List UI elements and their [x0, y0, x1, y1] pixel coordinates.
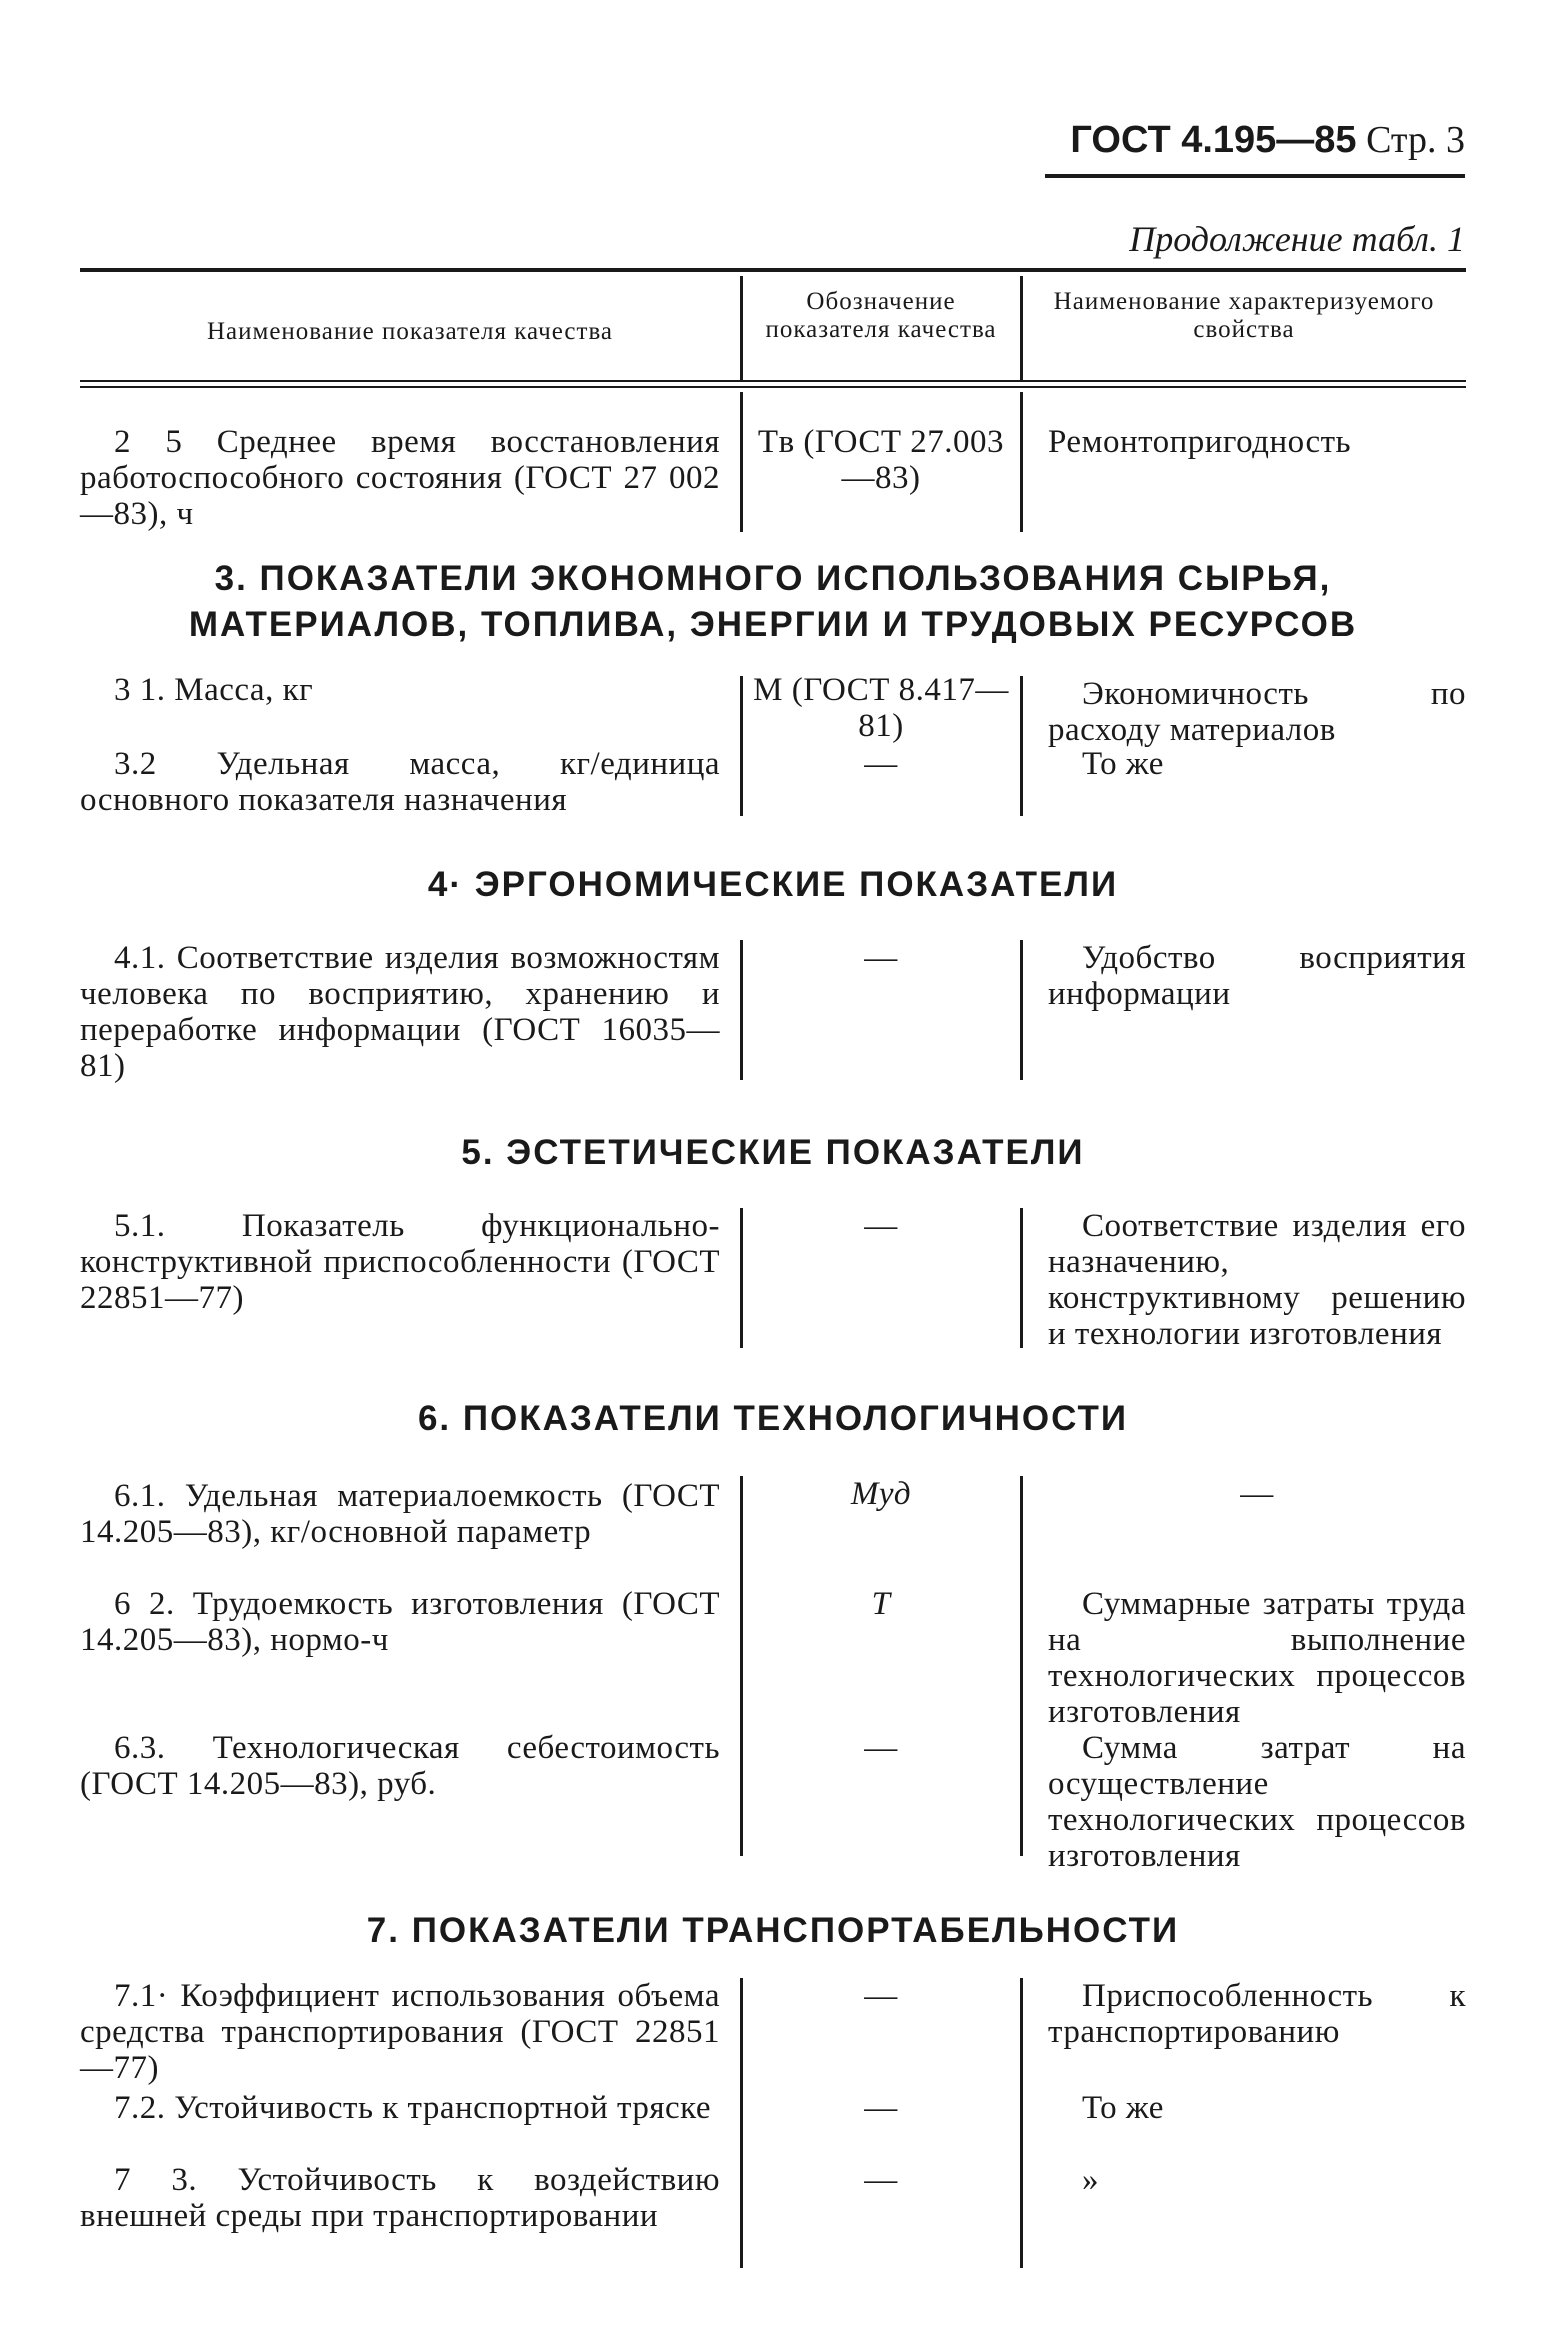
table-row-name: 4.1. Соответствие изделия возможностям человека по восприятию, хранению и переработке информации (ГОСТ 16035—81) [80, 940, 720, 1084]
table-row-name: 6.1. Удельная материалоемкость (ГОСТ 14.205—83), кг/основной параметр [80, 1478, 720, 1550]
header-double-rule [80, 380, 1466, 382]
column-divider [740, 276, 743, 380]
table-row-property: » [1082, 2162, 1099, 2198]
column-divider [1020, 392, 1023, 532]
table-row-property: Ремонтопригодность [1048, 424, 1352, 460]
table-row-symbol: Tв (ГОСТ 27.003—83) [757, 424, 1005, 496]
column-divider [740, 1978, 743, 2268]
table-row-symbol: — [864, 1730, 898, 1766]
table-top-rule [80, 268, 1466, 272]
column-divider [1020, 276, 1023, 380]
table-row-symbol: — [864, 2162, 898, 2198]
column-divider [1020, 1978, 1023, 2268]
table-row-name: 6.3. Технологическая себестоимость (ГОСТ 14.205—83), руб. [80, 1730, 720, 1802]
table-row-property: — [1240, 1476, 1274, 1512]
header-double-rule [80, 386, 1466, 388]
table-row-name: 5.1. Показатель функционально-конструктивной приспособленности (ГОСТ 22851—77) [80, 1208, 720, 1316]
page-header [1070, 118, 1465, 162]
column-divider [740, 1476, 743, 1856]
table-row-name: 3 1. Масса, кг [114, 672, 314, 708]
column-divider [1020, 1476, 1023, 1856]
standard-number: ГОСТ 4.195—85 [1070, 119, 1357, 161]
column-header-name: Наименование показателя качества [206, 318, 614, 345]
column-divider [1020, 676, 1023, 816]
table-row-name: 7.1· Коэффициент использования объема средства транспортирования (ГОСТ 22851—77) [80, 1978, 720, 2086]
table-row-property: Суммарные затраты труда на выполнение технологических процессов изготовления [1048, 1586, 1466, 1730]
table-row-property: Удобство восприятия информации [1048, 940, 1466, 1012]
table-row-property: Приспособленность к транспортированию [1048, 1978, 1466, 2050]
table-row-symbol: — [864, 746, 898, 782]
table-row-name: 7.2. Устойчивость к транспортной тряске [114, 2090, 712, 2126]
column-divider [1020, 1208, 1023, 1348]
section-title: 5. ЭСТЕТИЧЕСКИЕ ПОКАЗАТЕЛИ [461, 1133, 1085, 1172]
table-row-name: 6 2. Трудоемкость изготовления (ГОСТ 14.205—83), нормо-ч [80, 1586, 720, 1658]
table-row-name: 2 5 Среднее время восстановления работоспособного состояния (ГОСТ 27 002—83), ч [80, 424, 720, 532]
column-header-property: Наименование характеризуемого свойства [1053, 288, 1435, 343]
table-continuation-label: Продолжение табл. 1 [1129, 219, 1465, 259]
column-divider [740, 676, 743, 816]
table-row-property: То же [1082, 746, 1164, 782]
table-row-property: Соответствие изделия его назначению, конструктивному решению и технологии изготовления [1048, 1208, 1466, 1352]
table-row-name: 3.2 Удельная масса, кг/единица основного показателя назначения [80, 746, 720, 818]
section-title: 6. ПОКАЗАТЕЛИ ТЕХНОЛОГИЧНОСТИ [417, 1399, 1129, 1438]
section-title: 4· ЭРГОНОМИЧЕСКИЕ ПОКАЗАТЕЛИ [427, 865, 1119, 904]
page-number: Стр. 3 [1366, 119, 1465, 161]
table-row-symbol: T [871, 1586, 891, 1622]
table-row-property: Экономичность по расходу материалов [1048, 676, 1466, 748]
table-row-property: То же [1082, 2090, 1164, 2126]
column-header-symbol: Обозначение показателя качества [765, 288, 997, 343]
table-row-symbol: — [864, 1208, 898, 1244]
table-row-symbol: M (ГОСТ 8.417—81) [753, 672, 1009, 744]
column-divider [740, 940, 743, 1080]
table-row-name: 7 3. Устойчивость к воздействию внешней среды при транспортировании [80, 2162, 720, 2234]
table-row-property: Сумма затрат на осуществление технологических процессов изготовления [1048, 1730, 1466, 1874]
table-row-symbol: — [864, 940, 898, 976]
section-title: 7. ПОКАЗАТЕЛИ ТРАНСПОРТАБЕЛЬНОСТИ [366, 1911, 1180, 1950]
column-divider [740, 392, 743, 532]
table-row-symbol: — [864, 1978, 898, 2014]
column-divider [1020, 940, 1023, 1080]
header-rule [1045, 174, 1465, 178]
section-title: 3. ПОКАЗАТЕЛИ ЭКОНОМНОГО ИСПОЛЬЗОВАНИЯ СЫРЬЯ, МАТЕРИАЛОВ, ТОПЛИВА, ЭНЕРГИИ И ТРУДОВЫХ РЕСУРСОВ [188, 559, 1358, 644]
table-row-symbol: — [864, 2090, 898, 2126]
column-divider [740, 1208, 743, 1348]
table-row-symbol: Mуд [850, 1476, 912, 1512]
